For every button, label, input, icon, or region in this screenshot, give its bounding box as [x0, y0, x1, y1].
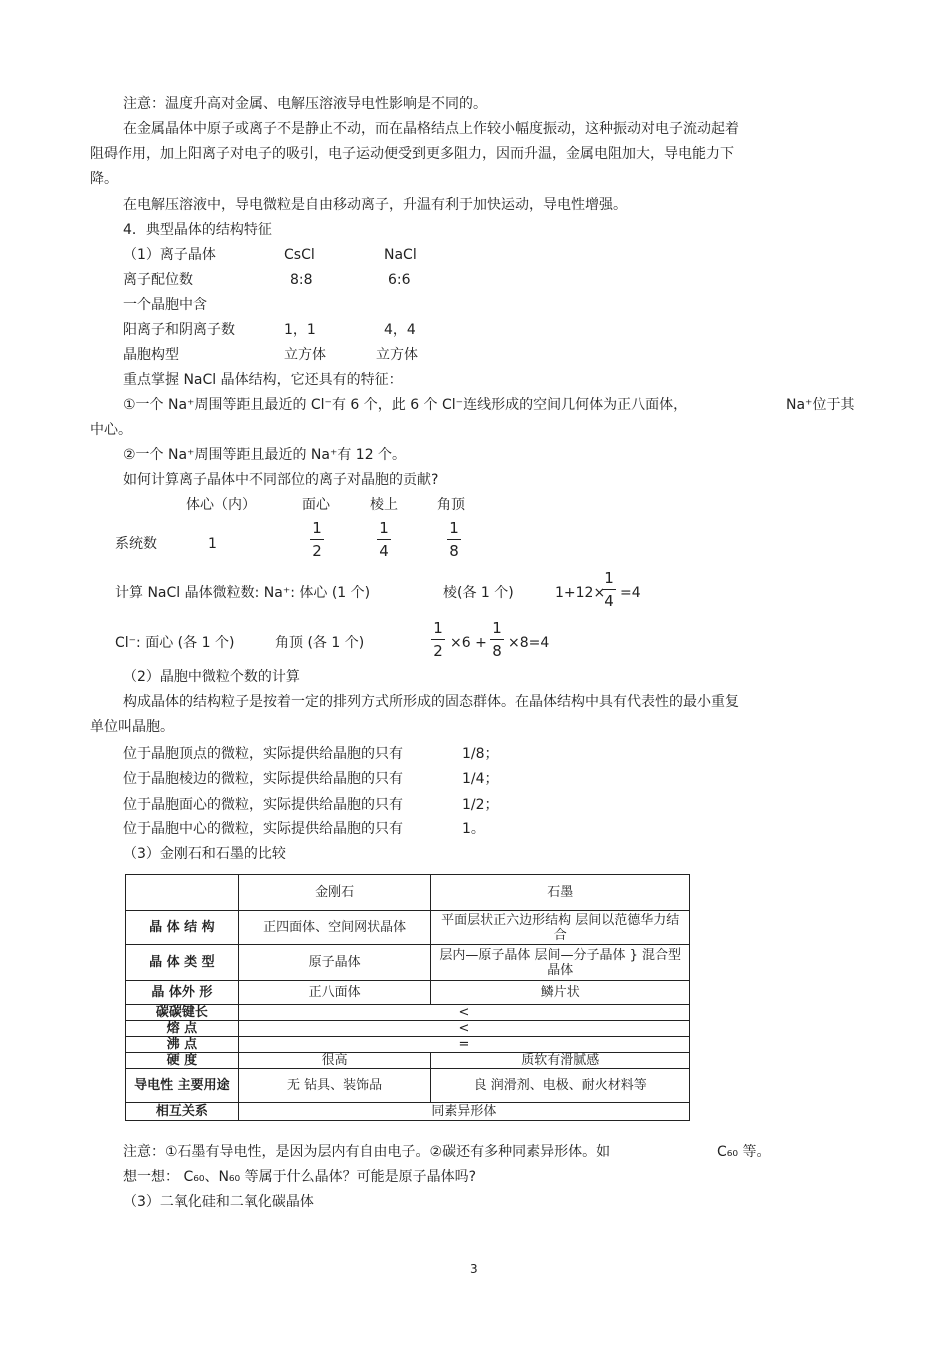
calc-na-fraction: 1 4	[600, 569, 618, 610]
cell-face: 位于晶胞面心的微粒，实际提供给晶胞的只有	[123, 797, 403, 813]
table-row	[126, 1069, 690, 1103]
diamond-shape: 正八面体	[238, 981, 431, 1005]
para-metal-2: 阻碍作用，加上阳离子对电子的吸引，电子运动便受到更多阻力，因而升温，金属电阻加大，导电能力下	[90, 146, 734, 162]
coord-cscl: 8:8	[290, 272, 313, 288]
table-row	[126, 1005, 690, 1021]
calc-na: 计算 NaCl 晶体微粒数: Na⁺: 体心 (1 个)	[115, 585, 371, 601]
nacl-feature-1-cont: 中心。	[90, 422, 132, 438]
table-head-diamond: 金刚石	[238, 875, 431, 911]
diamond-type: 原子晶体	[238, 945, 431, 981]
head-body-center: 体心（内）	[186, 497, 256, 513]
row-label-relation: 相互关系	[126, 1103, 239, 1121]
nacl-feature-1-end: Na⁺位于其	[786, 397, 855, 413]
nacl-intro: 重点掌握 NaCl 晶体结构，它还具有的特征：	[123, 372, 403, 388]
section-4-heading: 4．典型晶体的结构特征	[123, 222, 272, 238]
calc-cl-mul: ×6 +	[450, 635, 487, 651]
contribution-question: 如何计算离子晶体中不同部位的离子对晶胞的贡献?	[123, 472, 439, 488]
note-graphite: 注意：①石墨有导电性，是因为层内有自由电子。②碳还有多种同素异形体。如	[123, 1144, 611, 1160]
graphite-structure: 平面层状正六边形结构 层间以范德华力结合	[431, 911, 690, 945]
calc-na-expr: 1+12×	[555, 585, 606, 601]
para-metal-1: 在金属晶体中原子或离子不是静止不动，而在晶格结点上作较小幅度振动，这种振动对电子流动起着	[123, 121, 739, 137]
relation-value: 同素异形体	[238, 1103, 689, 1121]
cell-face-value: 1/2；	[462, 797, 499, 813]
row-label-hardness: 硬 度	[126, 1053, 239, 1069]
bond-length-compare: <	[238, 1005, 689, 1021]
cell-shape-cscl: 立方体	[284, 347, 326, 363]
ion-count-label: 阳离子和阴离子数	[123, 322, 235, 338]
calc-na-edge: 棱(各 1 个)	[443, 585, 514, 601]
row-label-bond-length: 碳碳键长	[126, 1005, 239, 1021]
table-row	[126, 1053, 690, 1069]
note-c60: C₆₀ 等。	[717, 1144, 771, 1160]
ionic-nacl: NaCl	[384, 247, 417, 263]
cell-shape-nacl: 立方体	[376, 347, 418, 363]
cell-center: 位于晶胞中心的微粒，实际提供给晶胞的只有	[123, 821, 403, 837]
note-temperature: 注意：温度升高对金属、电解压溶液导电性影响是不同的。	[123, 96, 487, 112]
silica-heading: （3）二氧化硅和二氧化碳晶体	[123, 1194, 314, 1210]
coord-label: 离子配位数	[123, 272, 193, 288]
table-row	[126, 1021, 690, 1037]
coefficient-label: 系统数	[115, 536, 157, 552]
nacl-feature-2: ②一个 Na⁺周围等距且最近的 Na⁺有 12 个。	[123, 447, 407, 463]
diamond-graphite-heading: （3）金刚石和石墨的比较	[123, 846, 286, 862]
calc-cl-result: ×8=4	[508, 635, 550, 651]
table-row	[126, 981, 690, 1005]
calc-na-result: =4	[620, 585, 641, 601]
row-label-structure: 晶 体 结 构	[126, 911, 239, 945]
row-label-melting: 熔 点	[126, 1021, 239, 1037]
ion-count-nacl: 4，4	[384, 322, 416, 338]
table-header-row	[126, 875, 690, 911]
cell-vertex-value: 1/8；	[462, 746, 499, 762]
cell-shape-label: 晶胞构型	[123, 347, 179, 363]
cell-center-value: 1。	[462, 821, 485, 837]
cell-edge-value: 1/4；	[462, 771, 499, 787]
cell-def-1: 构成晶体的结构粒子是按着一定的排列方式所形成的固态群体。在晶体结构中具有代表性的最小重复	[123, 694, 739, 710]
ionic-cscl: CsCl	[284, 247, 315, 263]
head-edge: 棱上	[370, 497, 398, 513]
row-label-type: 晶 体 类 型	[126, 945, 239, 981]
page-number: 3	[470, 1262, 478, 1276]
calc-cl-corner: 角顶 (各 1 个)	[275, 635, 365, 651]
diamond-conductivity-use: 无 钻具、装饰品	[238, 1069, 431, 1103]
cell-vertex: 位于晶胞顶点的微粒，实际提供给晶胞的只有	[123, 746, 403, 762]
coefficient-body: 1	[208, 536, 217, 552]
fraction-edge: 1 4	[375, 519, 393, 560]
nacl-feature-1: ①一个 Na⁺周围等距且最近的 Cl⁻有 6 个，此 6 个 Cl⁻连线形成的空间几何体为正八面体，	[123, 397, 688, 413]
graphite-type: 层内—原子晶体 层间—分子晶体 } 混合型晶体	[431, 945, 690, 981]
table-row	[126, 911, 690, 945]
ionic-heading: （1）离子晶体	[123, 247, 216, 263]
table-row	[126, 1037, 690, 1053]
row-label-conductivity-use: 导电性 主要用途	[126, 1069, 239, 1103]
para-metal-3: 降。	[90, 171, 118, 187]
head-corner: 角顶	[437, 497, 465, 513]
ion-count-cscl: 1，1	[284, 322, 316, 338]
table-corner-cell	[126, 875, 239, 911]
fraction-face: 1 2	[308, 519, 326, 560]
fraction-corner: 1 8	[445, 519, 463, 560]
calc-cl: Cl⁻: 面心 (各 1 个)	[115, 635, 235, 651]
graphite-shape: 鳞片状	[431, 981, 690, 1005]
diamond-hardness: 很高	[238, 1053, 431, 1069]
calc-cl-fraction-2: 1 8	[488, 619, 506, 660]
graphite-hardness: 质软有滑腻感	[431, 1053, 690, 1069]
graphite-conductivity-use: 良 润滑剂、电极、耐火材料等	[431, 1069, 690, 1103]
cell-heading: （2）晶胞中微粒个数的计算	[123, 669, 300, 685]
melting-compare: <	[238, 1021, 689, 1037]
para-electrolyte: 在电解压溶液中，导电微粒是自由移动离子，升温有利于加快运动，导电性增强。	[123, 197, 627, 213]
row-label-shape: 晶 体外 形	[126, 981, 239, 1005]
calc-cl-fraction-1: 1 2	[429, 619, 447, 660]
think-question: 想一想： C₆₀、N₆₀ 等属于什么晶体？可能是原子晶体吗?	[123, 1169, 477, 1185]
cell-def-2: 单位叫晶胞。	[90, 719, 174, 735]
row-label-boiling: 沸 点	[126, 1037, 239, 1053]
cell-contains-label: 一个晶胞中含	[123, 297, 207, 313]
table-row	[126, 1103, 690, 1121]
diamond-graphite-table	[125, 874, 690, 1121]
coord-nacl: 6:6	[388, 272, 411, 288]
boiling-compare: =	[238, 1037, 689, 1053]
head-face-center: 面心	[302, 497, 330, 513]
table-head-graphite: 石墨	[431, 875, 690, 911]
cell-edge: 位于晶胞棱边的微粒，实际提供给晶胞的只有	[123, 771, 403, 787]
table-row	[126, 945, 690, 981]
diamond-structure: 正四面体、空间网状晶体	[238, 911, 431, 945]
